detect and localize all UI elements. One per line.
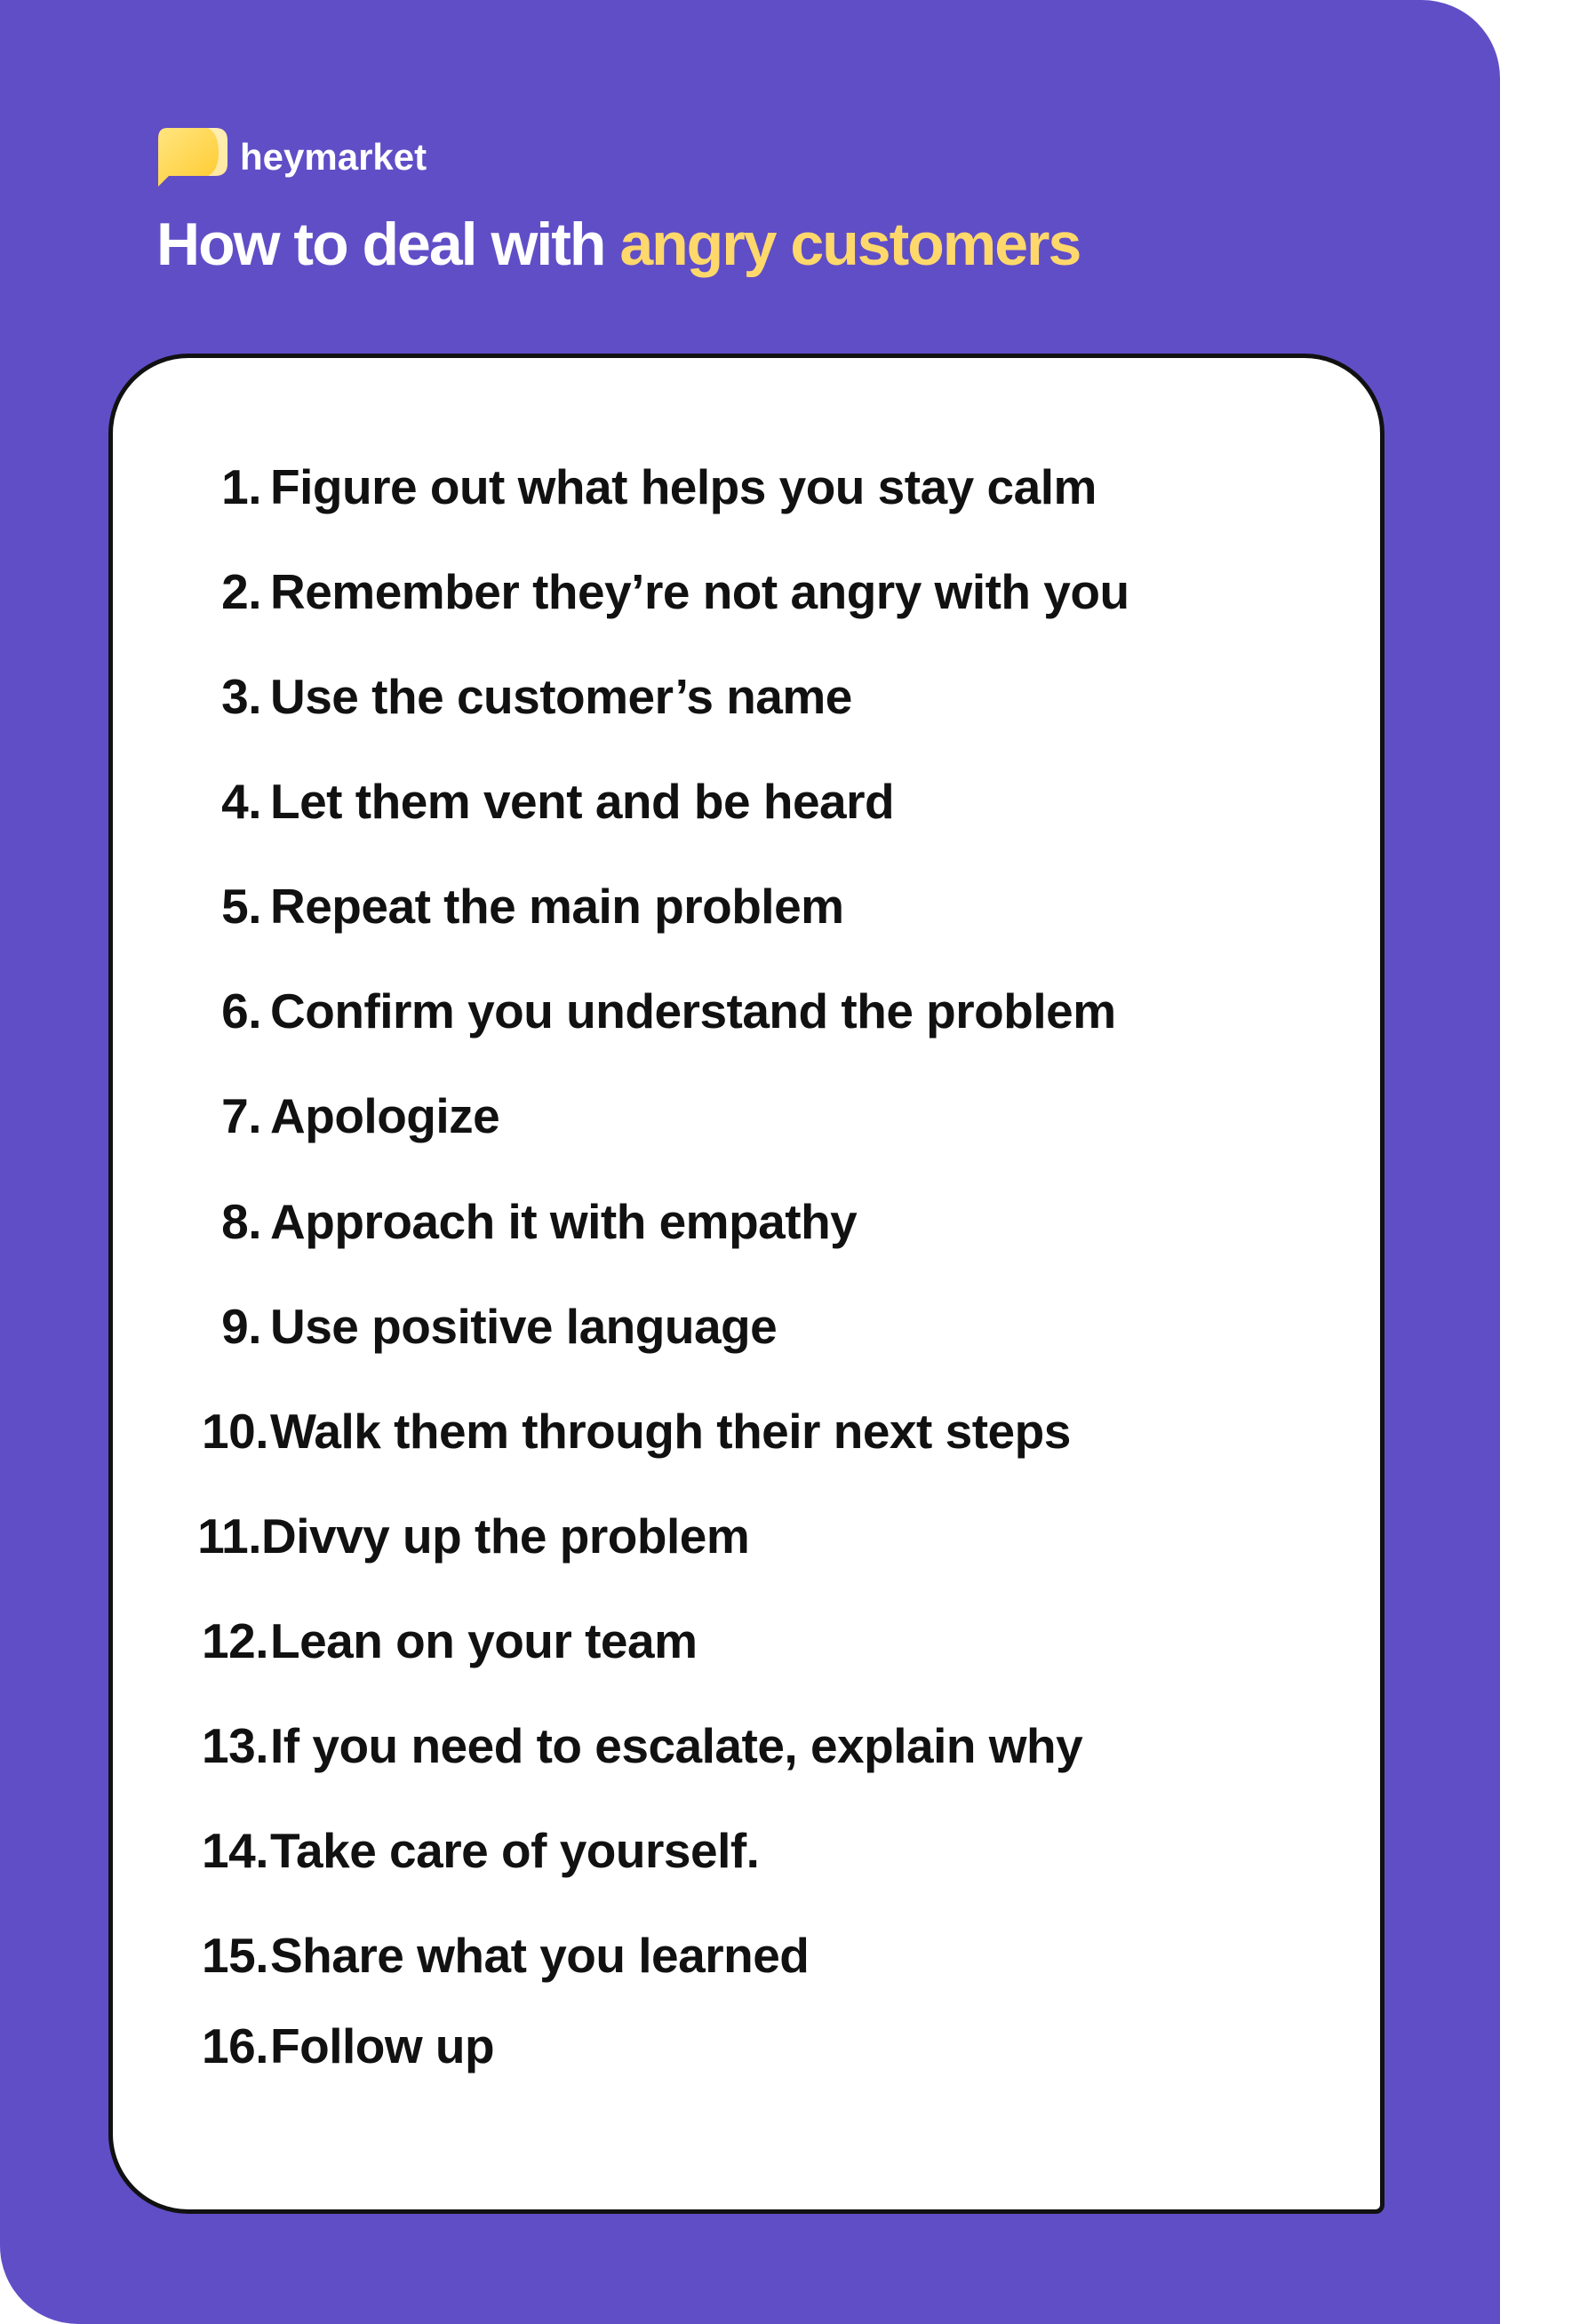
list-item bbox=[195, 1719, 1082, 1772]
tip-number: 9. bbox=[221, 1299, 261, 1354]
tip-number: 4. bbox=[221, 774, 261, 829]
list-item bbox=[211, 879, 844, 933]
tip-number: 11. bbox=[197, 1508, 261, 1564]
list-item bbox=[211, 460, 1097, 513]
page-title bbox=[156, 210, 1080, 279]
tip-number: 12. bbox=[202, 1613, 268, 1668]
tip-text: Share what you learned bbox=[270, 1928, 810, 1983]
tip-text: Divvy up the problem bbox=[261, 1508, 750, 1564]
tip-text: Use the customer’s name bbox=[270, 669, 852, 724]
list-item bbox=[195, 1614, 697, 1667]
tip-text: Follow up bbox=[270, 2018, 495, 2073]
tip-number: 14. bbox=[202, 1823, 268, 1878]
tip-number: 15. bbox=[202, 1928, 268, 1983]
tip-text: Approach it with empathy bbox=[270, 1194, 858, 1249]
list-item bbox=[195, 1824, 759, 1877]
list-item bbox=[211, 565, 1129, 618]
tips-card bbox=[108, 354, 1384, 2214]
list-item bbox=[211, 775, 894, 828]
list-item bbox=[211, 670, 852, 723]
list-item bbox=[195, 1509, 749, 1563]
tip-text: Repeat the main problem bbox=[270, 879, 844, 934]
tip-text: Use positive language bbox=[270, 1299, 778, 1354]
chat-bubble-icon bbox=[156, 126, 229, 188]
tip-text: Figure out what helps you stay calm bbox=[270, 459, 1097, 514]
list-item bbox=[211, 1195, 857, 1248]
list-item bbox=[195, 2019, 494, 2073]
tip-text: If you need to escalate, explain why bbox=[270, 1718, 1083, 1773]
tip-number: 8. bbox=[221, 1194, 261, 1249]
list-item bbox=[195, 1929, 809, 1982]
tip-number: 16. bbox=[202, 2018, 268, 2073]
tip-text: Let them vent and be heard bbox=[270, 774, 895, 829]
tip-number: 6. bbox=[221, 983, 261, 1039]
tip-text: Apologize bbox=[270, 1088, 500, 1143]
tip-number: 3. bbox=[221, 669, 261, 724]
title-highlight: angry customers bbox=[619, 211, 1081, 278]
list-item bbox=[211, 1089, 499, 1142]
list-item bbox=[211, 984, 1116, 1038]
tip-text: Remember they’re not angry with you bbox=[270, 564, 1129, 619]
list-item bbox=[195, 1405, 1071, 1458]
tip-text: Take care of yourself. bbox=[270, 1823, 760, 1878]
tip-text: Confirm you understand the problem bbox=[270, 983, 1116, 1039]
tip-number: 1. bbox=[221, 459, 261, 514]
tip-number: 7. bbox=[221, 1088, 261, 1143]
brand bbox=[156, 126, 427, 188]
list-item bbox=[211, 1300, 777, 1353]
tip-text: Lean on your team bbox=[270, 1613, 698, 1668]
tip-number: 5. bbox=[221, 879, 261, 934]
tip-text: Walk them through their next steps bbox=[270, 1404, 1071, 1459]
tip-number: 2. bbox=[221, 564, 261, 619]
title-prefix: How to deal with bbox=[156, 211, 620, 278]
tip-number: 10. bbox=[202, 1404, 268, 1459]
tip-number: 13. bbox=[202, 1718, 268, 1773]
brand-name: heymarket bbox=[240, 136, 427, 178]
